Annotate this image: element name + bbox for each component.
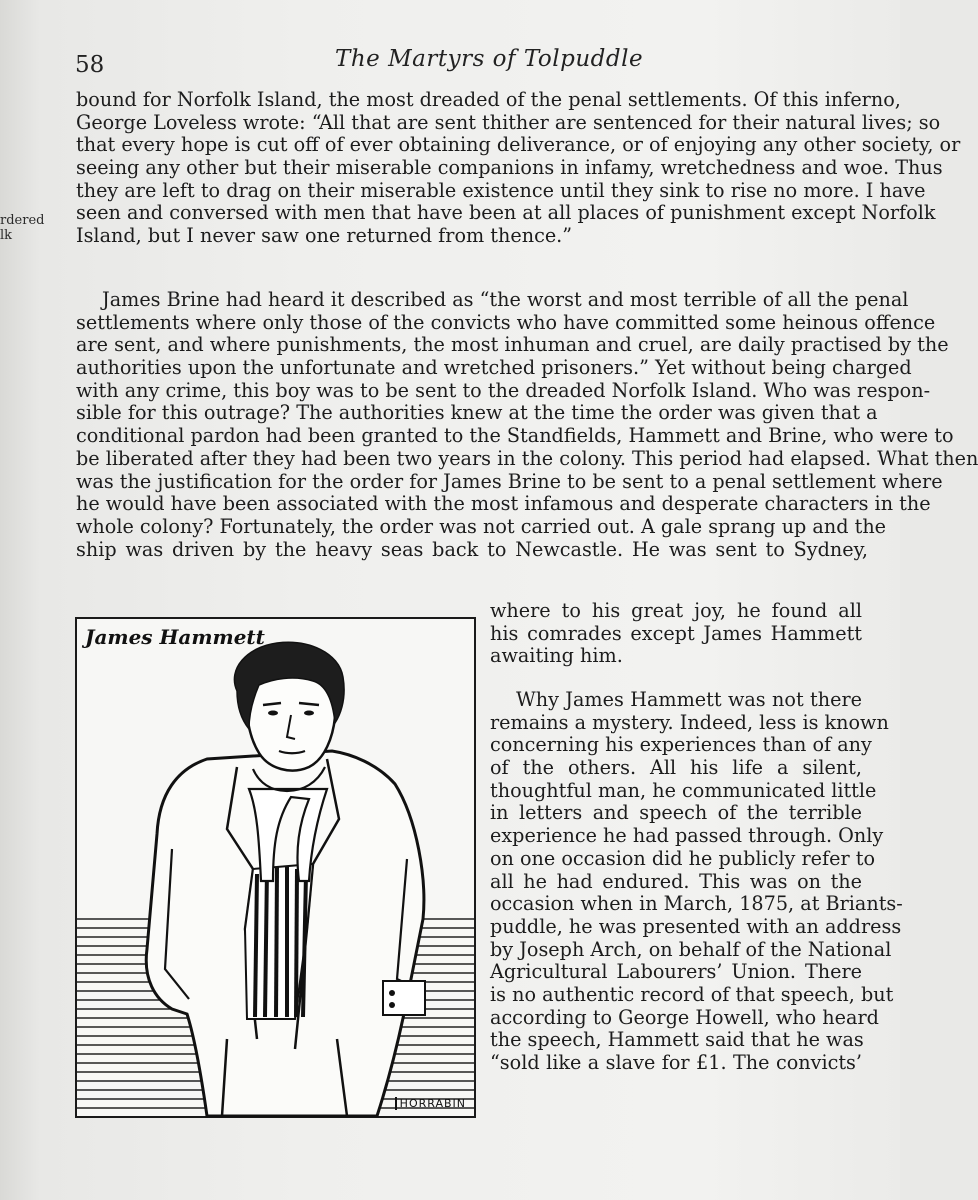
- text-line: the speech, Hammett said that he was: [490, 1028, 864, 1052]
- text-line: James Brine had heard it described as “the worst and most terrible of all the penal: [102, 288, 909, 311]
- text-line: is no authentic record of that speech, but: [490, 982, 894, 1006]
- text-line: George Loveless wrote: “All that are sent thither are sentenced for their natural lives; so: [76, 110, 941, 134]
- portrait-drawing: [77, 619, 474, 1116]
- text-line: was the justification for the order for James Brine to be sent to a penal settlement where: [76, 469, 943, 493]
- text-line: sible for this outrage? The authorities knew at the time the order was given that a: [76, 401, 878, 425]
- text-line: Agricultural Labourers’ Union. There: [490, 960, 862, 984]
- text-line: experience he had passed through. Only: [490, 824, 884, 848]
- text-line: authorities upon the unfortunate and wretched prisoners.” Yet without being charged: [76, 356, 912, 380]
- text-line: awaiting him.: [490, 644, 623, 668]
- right-eye: [304, 711, 314, 716]
- text-line: according to George Howell, who heard: [490, 1005, 879, 1029]
- illustration-caption: James Hammett: [85, 625, 265, 649]
- text-line: bound for Norfolk Island, the most dreaded of the penal settlements. Of this inferno,: [76, 88, 901, 111]
- paragraph-james-hammett: [490, 688, 903, 1075]
- paragraph-james-brine-continued: [490, 600, 862, 668]
- text-line: settlements where only those of the convicts who have committed some heinous offence: [76, 310, 936, 334]
- james-hammett-illustration: [75, 617, 476, 1118]
- text-line: of the others. All his life a silent,: [490, 756, 862, 780]
- margin-fragment-1: rdered: [0, 213, 45, 228]
- text-line: in letters and speech of the terrible: [490, 801, 862, 825]
- margin-fragment-2: lk: [0, 228, 13, 243]
- text-line: be liberated after they had been two years in the colony. This period had elapsed. What then: [76, 446, 978, 470]
- text-line: all he had endured. This was on the: [490, 869, 862, 893]
- text-line: with any crime, this boy was to be sent to the dreaded Norfolk Island. Who was respon-: [76, 378, 931, 402]
- text-line: seen and conversed with men that have been at all places of punishment except Norfolk: [76, 201, 936, 225]
- text-line: Island, but I never saw one returned from thence.”: [76, 224, 573, 248]
- paragraph-norfolk-island: [76, 88, 961, 248]
- text-line: concerning his experiences than of any: [490, 733, 872, 757]
- text-line: are sent, and where punishments, the most inhuman and cruel, are daily practised by the: [76, 333, 949, 357]
- coat-cuff: [383, 981, 425, 1015]
- text-line: thoughtful man, he communicated little: [490, 778, 877, 802]
- text-line: conditional pardon had been granted to the Standfields, Hammett and Brine, who were to: [76, 424, 954, 448]
- text-line: whole colony? Fortunately, the order was not carried out. A gale sprang up and the: [76, 514, 887, 538]
- text-line: he would have been associated with the most infamous and desperate characters in the: [76, 492, 931, 516]
- text-line: by Joseph Arch, on behalf of the National: [490, 937, 892, 961]
- text-line: puddle, he was presented with an address: [490, 914, 902, 938]
- text-line: that every hope is cut off of ever obtaining deliverance, or of enjoying any other society, or: [76, 133, 961, 157]
- text-line: where to his great joy, he found all: [490, 599, 862, 622]
- text-line: Why James Hammett was not there: [516, 688, 862, 711]
- text-line: remains a mystery. Indeed, less is known: [490, 710, 889, 734]
- text-line: his comrades except James Hammett: [490, 621, 862, 645]
- page-number: 58: [75, 52, 105, 78]
- paragraph-james-brine: [76, 288, 978, 561]
- text-line: ship was driven by the heavy seas back to Newcastle. He was sent to Sydney,: [76, 537, 868, 561]
- text-line: on one occasion did he publicly refer to: [490, 846, 875, 870]
- text-line: they are left to drag on their miserable existence until they sink to rise no more. I have: [76, 178, 926, 202]
- text-line: seeing any other but their miserable companions in infamy, wretchedness and woe. Thus: [76, 156, 943, 180]
- text-line: “sold like a slave for £1. The convicts’: [490, 1051, 862, 1074]
- artist-signature: HORRABIN: [395, 1097, 466, 1110]
- running-title: The Martyrs of Tolpuddle: [335, 46, 644, 72]
- left-eye: [268, 711, 278, 716]
- facing-page-margin-text: [0, 213, 44, 243]
- text-line: occasion when in March, 1875, at Briants-: [490, 892, 903, 916]
